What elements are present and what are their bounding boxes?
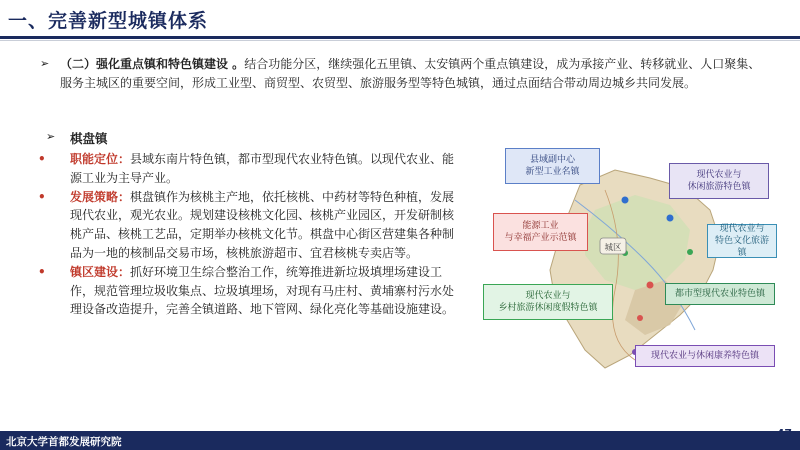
item-text: 棋盘镇作为核桃主产地，依托核桃、中药材等特色种植，发展现代农业，观光农业。规划建设核桃文化园、核桃产业园区，开发研制核桃产品、核桃工艺品，定期举办核桃文化节。棋盘中心街区营建集各种制品为一地的核制品交易市场，核桃旅游超市、宜君核桃专卖店等。 <box>70 189 455 260</box>
list-item <box>38 188 458 263</box>
bullet-dot-icon: • <box>38 189 46 204</box>
region-label: 都市型现代农业特色镇 <box>665 283 775 305</box>
intro-paragraph <box>60 55 770 92</box>
region-label: 现代农业与 乡村旅游休闲度假特色镇 <box>483 284 613 320</box>
county-map <box>485 140 785 400</box>
region-label: 现代农业与 休闲旅游特色镇 <box>669 163 769 199</box>
title-rule <box>0 36 800 39</box>
item-text: 县域东南片特色镇，都市型现代农业特色镇。以现代农业、能源工业为主导产业。 <box>70 152 455 185</box>
item-label: 发展策略： <box>70 189 131 204</box>
item-text: 抓好环境卫生综合整治工作，统筹推进新垃圾填埋场建设工作，规范管理垃圾收集点、垃圾填埋场，对现有马庄村、黄埔寨村污水处理设备改造提升，完善全镇道路、地下管网、绿化亮化等基础设施建设。 <box>70 264 455 317</box>
footer-bar <box>0 431 800 450</box>
bullet-list <box>38 150 458 319</box>
arrow-bullet-icon: ➢ <box>40 57 50 70</box>
page-number: 47 <box>776 427 792 440</box>
title-bar <box>0 0 800 40</box>
section-title: 棋盘镇 <box>70 131 108 146</box>
intro-body: 结合功能分区，继续强化五里镇、太安镇两个重点镇建设，成为承接产业、转移就业、人口聚集、服务主城区的重要空间，形成工业型、商贸型、农贸型、旅游服务型等特色城镇，通过点面结合带动周边城乡共同发展。 <box>60 57 761 90</box>
bullet-dot-icon: • <box>38 264 46 279</box>
bullet-dot-icon: • <box>38 152 46 166</box>
list-item <box>38 263 458 319</box>
region-label: 县域副中心 新型工业名镇 <box>505 148 600 184</box>
list-item <box>38 150 458 188</box>
city-center-label: 城区 <box>604 243 622 253</box>
item-label: 镇区建设： <box>70 264 131 279</box>
arrow-bullet-icon: ➢ <box>46 130 56 143</box>
region-label: 能源工业 与幸福产业示范镇 <box>493 213 588 251</box>
page-title: 一、完善新型城镇体系 <box>8 10 209 32</box>
region-label: 现代农业与 特色文化旅游镇 <box>707 224 777 258</box>
region-label: 现代农业与休闲康养特色镇 <box>635 345 775 367</box>
intro-heading: （二）强化重点镇和特色镇建设 。 <box>60 57 245 71</box>
item-label: 职能定位： <box>70 152 131 166</box>
title-rule-thin <box>0 40 800 41</box>
footer-org: 北京大学首都发展研究院 <box>6 436 122 448</box>
